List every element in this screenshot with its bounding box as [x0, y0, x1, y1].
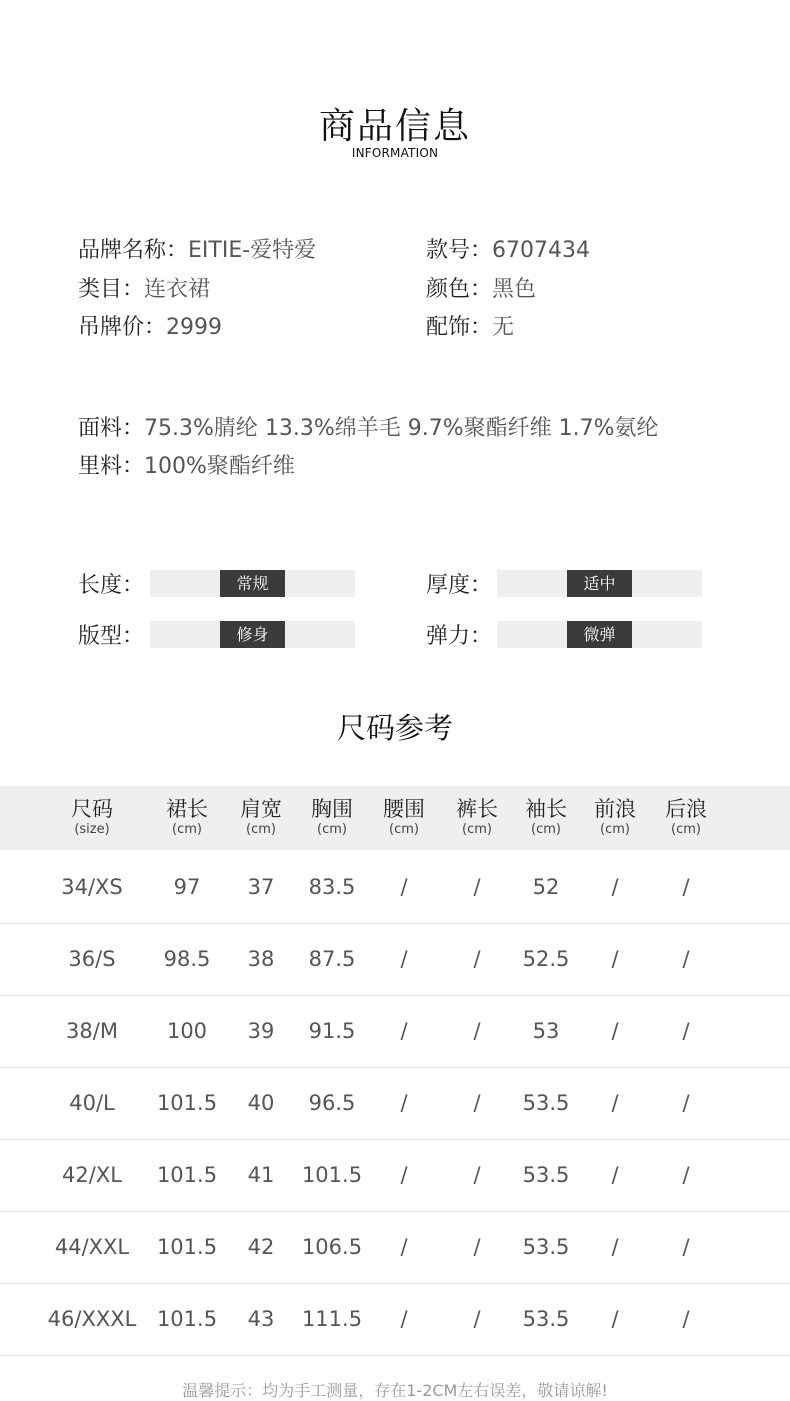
table-row: [0, 1283, 790, 1356]
table-cell: 44/XXL: [54, 1235, 130, 1259]
size-chart-title: 尺码参考: [336, 711, 453, 745]
table-cell: 53.5: [522, 1235, 570, 1259]
table-cell: 101.5: [301, 1163, 363, 1187]
table-cell: /: [611, 875, 619, 899]
accessory-row: [426, 310, 514, 341]
fit-tag: 修身: [220, 621, 285, 648]
header-front-rise: 前浪 (cm): [594, 797, 636, 837]
table-cell: /: [682, 1019, 690, 1043]
length-scale: [150, 570, 355, 597]
table-cell: 96.5: [308, 1091, 356, 1115]
price-row: [78, 310, 222, 341]
size-table-header: [0, 786, 790, 850]
table-cell: 52: [532, 875, 560, 899]
length-label: 长度：: [78, 573, 145, 598]
table-cell: 42/XL: [62, 1163, 122, 1187]
table-cell: /: [611, 1091, 619, 1115]
category-label: 类目：: [78, 277, 145, 302]
table-cell: 40: [247, 1091, 275, 1115]
elasticity-scale: [497, 621, 702, 648]
table-cell: 38: [247, 947, 275, 971]
table-cell: /: [473, 1163, 481, 1187]
table-cell: /: [473, 947, 481, 971]
table-cell: 53.5: [522, 1163, 570, 1187]
lining-row: [78, 449, 295, 480]
table-cell: /: [682, 1307, 690, 1331]
table-cell: 53.5: [522, 1307, 570, 1331]
lining-value: 100%聚酯纤维: [144, 454, 295, 479]
table-cell: 34/XS: [61, 875, 123, 899]
table-cell: /: [400, 875, 408, 899]
table-cell: /: [611, 1307, 619, 1331]
table-cell: /: [400, 1235, 408, 1259]
table-cell: 43: [247, 1307, 275, 1331]
table-cell: /: [611, 1235, 619, 1259]
table-cell: /: [682, 947, 690, 971]
page-title: 商品信息: [318, 106, 471, 147]
table-cell: 53: [532, 1019, 560, 1043]
header-waist: 腰围 (cm): [383, 797, 425, 837]
fabric-row: [78, 411, 659, 442]
table-cell: 111.5: [301, 1307, 363, 1331]
table-row: [0, 923, 790, 996]
table-cell: 38/M: [66, 1019, 118, 1043]
thickness-tag: 适中: [567, 570, 632, 597]
fabric-label: 面料：: [78, 416, 145, 441]
fabric-value: 75.3%腈纶 13.3%绵羊毛 9.7%聚酯纤维 1.7%氨纶: [144, 416, 659, 441]
table-cell: /: [611, 947, 619, 971]
category-value: 连衣裙: [144, 277, 211, 302]
color-row: [426, 272, 536, 303]
table-cell: /: [400, 1163, 408, 1187]
thickness-label: 厚度：: [426, 573, 493, 598]
table-cell: /: [473, 1307, 481, 1331]
header-sleeve: 袖长 (cm): [525, 797, 567, 837]
fit-label: 版型：: [78, 624, 145, 649]
table-cell: /: [400, 1091, 408, 1115]
table-cell: /: [682, 1163, 690, 1187]
table-cell: 42: [247, 1235, 275, 1259]
table-cell: /: [400, 1019, 408, 1043]
style-no-row: [426, 233, 590, 264]
table-row: [0, 1139, 790, 1212]
header-dress-length: 裙长 (cm): [166, 797, 208, 837]
header-size: 尺码 (size): [71, 797, 113, 837]
table-row: [0, 1067, 790, 1140]
table-cell: 87.5: [308, 947, 356, 971]
table-cell: /: [682, 1091, 690, 1115]
table-cell: 46/XXXL: [47, 1307, 137, 1331]
table-cell: /: [611, 1019, 619, 1043]
table-cell: /: [473, 875, 481, 899]
measurement-note: 温馨提示：均为手工测量，存在1-2CM左右误差，敬请谅解!: [182, 1381, 608, 1400]
table-cell: 98.5: [163, 947, 211, 971]
header-bust: 胸围 (cm): [311, 797, 353, 837]
table-cell: /: [473, 1019, 481, 1043]
table-row: [0, 851, 790, 924]
color-label: 颜色：: [426, 277, 493, 302]
table-cell: /: [682, 875, 690, 899]
table-cell: 52.5: [522, 947, 570, 971]
table-cell: /: [400, 947, 408, 971]
color-value: 黑色: [492, 277, 537, 302]
category-row: [78, 272, 210, 303]
elasticity-tag: 微弹: [567, 621, 632, 648]
table-cell: 39: [247, 1019, 275, 1043]
table-cell: 101.5: [156, 1163, 218, 1187]
style-no-label: 款号：: [426, 238, 493, 263]
table-cell: 53.5: [522, 1091, 570, 1115]
table-cell: 37: [247, 875, 275, 899]
table-cell: 101.5: [156, 1235, 218, 1259]
brand-row: [78, 233, 316, 264]
table-cell: /: [400, 1307, 408, 1331]
header-pants-length: 裤长 (cm): [456, 797, 498, 837]
table-cell: 97: [173, 875, 201, 899]
accessory-label: 配饰：: [426, 315, 493, 340]
table-cell: 41: [247, 1163, 275, 1187]
table-row: [0, 995, 790, 1068]
table-cell: /: [473, 1235, 481, 1259]
elasticity-label: 弹力：: [426, 624, 493, 649]
accessory-value: 无: [492, 315, 515, 340]
thickness-scale: [497, 570, 702, 597]
fit-scale: [150, 621, 355, 648]
price-label: 吊牌价：: [78, 315, 167, 340]
table-cell: 101.5: [156, 1091, 218, 1115]
style-no-value: 6707434: [492, 238, 590, 263]
table-row: [0, 1211, 790, 1284]
length-tag: 常规: [220, 570, 285, 597]
table-cell: /: [473, 1091, 481, 1115]
table-cell: /: [611, 1163, 619, 1187]
table-cell: 40/L: [69, 1091, 115, 1115]
brand-value: EITIE-爱特爱: [188, 238, 317, 263]
table-cell: 83.5: [308, 875, 356, 899]
header-back-rise: 后浪 (cm): [665, 797, 707, 837]
brand-label: 品牌名称：: [78, 238, 189, 263]
table-cell: 100: [166, 1019, 208, 1043]
table-cell: 106.5: [301, 1235, 363, 1259]
header-shoulder: 肩宽 (cm): [240, 797, 282, 837]
table-cell: 101.5: [156, 1307, 218, 1331]
lining-label: 里料：: [78, 454, 145, 479]
price-value: 2999: [166, 315, 223, 340]
table-cell: /: [682, 1235, 690, 1259]
table-cell: 91.5: [308, 1019, 356, 1043]
table-cell: 36/S: [68, 947, 116, 971]
page-subtitle: INFORMATION: [351, 146, 439, 160]
